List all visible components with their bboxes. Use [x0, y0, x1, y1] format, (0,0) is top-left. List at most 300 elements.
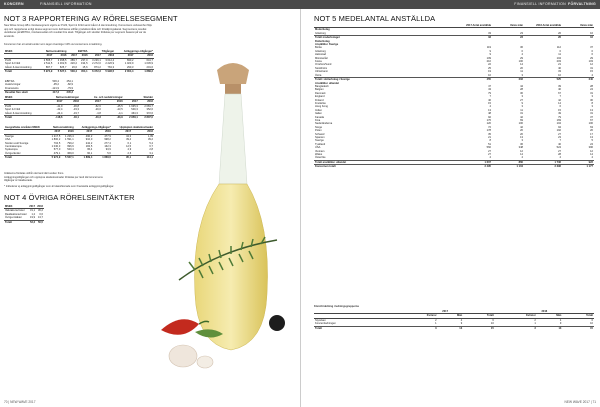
cell-value: 641,7: [146, 58, 153, 62]
cell-value: 30: [520, 91, 523, 95]
cell-value: 194,5: [81, 62, 88, 66]
row-label: USA: [315, 146, 321, 150]
cell-value: 704,5: [53, 141, 61, 145]
cell-value: 31,1: [30, 209, 36, 213]
cell-value: 14: [520, 63, 523, 67]
cell-value: 2,6: [127, 151, 132, 155]
cell-value: 33: [454, 36, 492, 40]
col-header: Skulder: [124, 96, 154, 100]
row-label: Sverige: [5, 134, 14, 138]
cell-value: 369,0: [67, 151, 74, 155]
row-label: Gåvor & Heminredning: [5, 111, 32, 115]
col-header: Nettoomsättning: [39, 50, 67, 54]
cell-value: 1 935,3: [129, 104, 138, 108]
cell-value: 4: [521, 156, 523, 160]
cell-value: 1 104: [492, 165, 524, 169]
cell-value: 27: [558, 149, 561, 153]
cell-value: 112: [556, 46, 561, 50]
cell-value: 94: [558, 125, 561, 129]
cell-value: 237,0: [81, 58, 88, 62]
cell-value: 46: [488, 98, 491, 102]
cell-value: 39,4: [126, 138, 132, 142]
col-header: Av- och nedskrivningar: [80, 96, 124, 100]
cell-value: 5,6: [107, 151, 111, 155]
cell-value: 12: [590, 63, 593, 67]
result-table: [4, 96, 154, 119]
cell-value: 2 272,0: [92, 62, 101, 66]
section-title: Anställda i utlandet: [315, 81, 339, 85]
cell-value: 2 495: [454, 165, 492, 169]
cell-value: 12,5: [126, 145, 132, 149]
cell-value: 7: [559, 139, 561, 143]
cell-value: 1 889,4: [75, 156, 94, 160]
cell-value: 220,2: [70, 62, 77, 66]
cell-value: 27: [488, 149, 491, 153]
cell-value: 25: [488, 66, 491, 70]
cell-value: 13: [438, 326, 464, 330]
row-label: Koncernledningen: [315, 322, 336, 326]
cell-value: 42: [558, 98, 561, 102]
cell-value: 290,3: [126, 65, 134, 69]
cell-value: 20: [590, 129, 593, 133]
cell-value: 13: [520, 136, 523, 139]
cell-value: 60,1: [87, 151, 93, 155]
row-label: Centraleuropa: [5, 145, 22, 149]
cell-value: -36,8: [73, 104, 79, 108]
row-label: Totalt moderbolaget: [314, 36, 454, 40]
cell-value: 396: [588, 146, 593, 150]
cell-value: 79: [488, 91, 491, 95]
section-title: Moderbolag: [315, 28, 330, 32]
brand-stamp-icon: [269, 315, 285, 331]
cell-value: 0: [521, 49, 523, 53]
cell-value: 799,2: [67, 141, 74, 145]
cell-value: 240: [562, 78, 594, 82]
cell-value: 30: [590, 98, 593, 102]
cell-value: 4: [489, 105, 491, 109]
row-label: Valutakursvinster: [5, 209, 25, 213]
cell-value: 29: [520, 56, 523, 60]
cell-value: 23: [492, 36, 524, 40]
year: 2017: [67, 54, 78, 58]
total-row: [4, 91, 74, 95]
cell-value: -41,9: [56, 104, 63, 108]
cell-value: 540,4: [67, 148, 74, 152]
col-header: Nettoomsättningar: [44, 96, 80, 100]
note3-paragraph-2: Koncernen har ett antal kunder som tagen överstiger 10% av koncernens omsättning.: [4, 43, 103, 46]
cell-value: 3: [521, 105, 523, 109]
cell-value: 26,6: [71, 65, 77, 69]
cell-value: 3 012,4: [105, 58, 115, 62]
footer-left: 70 | NEW WAVE 2017: [4, 400, 36, 404]
row-label: Bangladesh: [315, 84, 329, 88]
cell-value: 120: [486, 122, 491, 126]
right-page: [300, 0, 600, 407]
cell-value: 100: [518, 122, 523, 126]
note3-paragraph-1: New Wave Group AB:s rörelsesegment utgörs av Profil, Sport & Fritid samt Gåvor & Heminredning. Koncernens verksamhet följs upp och rapporteras enligt dessa segment som definieras utifrån produktområde och försäljningskanal. Segmentens resultat utvärderas på EBITDA, rörelseresultat och resultat före skatt. Tillgångar och skulder fördelas per segment baserat på var de används.: [4, 24, 152, 38]
cell-value: 3: [521, 139, 523, 143]
cell-value: 202: [492, 78, 524, 82]
cell-value: 19: [488, 70, 491, 74]
cell-value: 28: [558, 153, 561, 157]
cell-value: 0: [559, 49, 561, 53]
col-header: Män: [438, 314, 464, 318]
geo-note: tillgångar är lokaliserade.: [4, 179, 33, 183]
cell-value: 2 511,5: [43, 62, 53, 66]
note4-title: NOT 4 ÖVRIGA RÖRELSEINTÄKTER: [4, 193, 135, 202]
cell-value: 3: [521, 73, 523, 77]
cell-value: 43: [488, 88, 491, 92]
row-label: Norden exkl Sverige: [5, 141, 29, 145]
cell-value: 998,2: [104, 138, 111, 142]
cell-value: 0,6: [39, 212, 43, 216]
cell-value: 3: [396, 326, 438, 330]
cell-value: 5 974,9: [48, 156, 61, 160]
cell-value: 92: [488, 115, 491, 119]
row-label: Hong Kong: [315, 105, 328, 109]
cell-value: 31: [590, 91, 593, 95]
year: 2016: [139, 100, 154, 104]
cell-value: 201,6: [146, 65, 153, 69]
section-title: Anställda i Sverige: [315, 43, 339, 47]
total-row: [4, 70, 154, 74]
col-header: Totalt: [562, 314, 594, 318]
section-title: Dotterbolag: [315, 39, 330, 43]
chili-pepper: [161, 319, 199, 335]
row-label: Italien: [315, 112, 322, 116]
row-label: Danmark: [315, 91, 326, 95]
cell-value: 9: [521, 101, 523, 105]
row-label: Koncernen totalt: [314, 165, 454, 169]
cell-value: 2: [435, 318, 437, 322]
cell-value: 2 004,4: [115, 70, 134, 74]
row-label: Österrike: [315, 156, 326, 160]
cell-value: 11: [520, 108, 523, 112]
cell-value: 20: [520, 132, 523, 136]
year: 2017: [80, 100, 102, 104]
total-row: [4, 220, 44, 224]
cell-value: 3 226,1: [92, 58, 101, 62]
cell-value: 24: [590, 88, 593, 92]
cell-value: 27: [520, 98, 523, 102]
cell-value: 4: [591, 73, 593, 77]
cell-value: 6: [591, 53, 593, 57]
row-label: Polen: [315, 129, 322, 133]
cell-value: 13: [488, 108, 491, 112]
cell-value: 5: [591, 139, 593, 143]
cell-value: 34,3: [126, 134, 132, 138]
cell-value: 5 974,9: [39, 70, 53, 74]
cell-value: 860: [492, 160, 524, 164]
row-label: Kina: [315, 118, 321, 122]
cell-value: 15: [463, 326, 495, 330]
year: 2016: [93, 130, 112, 134]
cell-value: 490,2: [85, 134, 93, 138]
cell-value: 6: [591, 318, 593, 322]
row-label: Totalt: [4, 116, 44, 120]
cell-value: 874,2: [94, 65, 101, 69]
col-header: 2017: [29, 205, 36, 208]
cell-value: 4: [489, 156, 491, 160]
row-label: Övriga intäkter: [5, 216, 22, 220]
cell-value: 996,9: [67, 145, 74, 149]
row-label: Finansnetto: [5, 86, 19, 90]
header-title: FINANSIELL INFORMATION: [514, 2, 566, 6]
cell-value: 455: [454, 78, 492, 82]
cell-value: 11: [520, 70, 523, 74]
cell-value: 36,2: [37, 209, 43, 213]
cell-value: 119: [486, 46, 491, 50]
employees-table: [314, 24, 594, 169]
cell-value: 525: [524, 78, 562, 82]
col-header: Upplupten skattekostnader: [112, 126, 154, 130]
cell-value: 29: [590, 56, 593, 60]
cell-value: 23: [520, 31, 523, 35]
cell-value: -52,6: [94, 104, 101, 108]
header-title: FINANSIELL INFORMATION: [40, 2, 92, 6]
cell-value: 37: [590, 115, 593, 119]
year: 2017: [89, 54, 102, 58]
cell-value: 13: [590, 108, 593, 112]
cell-value: 63: [590, 125, 593, 129]
cell-value: 19,9: [30, 216, 36, 220]
col-header: Nettoomsättning: [48, 126, 75, 130]
row-label: England: [315, 95, 325, 99]
year: 2017: [75, 130, 94, 134]
cell-value: 6,7: [149, 145, 153, 149]
total-row: [4, 156, 154, 160]
col-header: Tillgångar: [89, 50, 116, 54]
cell-value: 1,2: [31, 212, 36, 216]
col-header: MSEK: [4, 96, 44, 100]
row-label: Totalt anställda i utlandet: [314, 160, 454, 164]
cell-value: 5 527,1: [61, 156, 74, 160]
cell-value: 922: [562, 160, 594, 164]
cell-value: 1 236,4: [65, 134, 74, 138]
cell-value: -23,5: [116, 108, 123, 112]
row-label: Gåvor & Heminredning: [5, 65, 32, 69]
cell-value: 24: [590, 142, 593, 146]
cell-value: 178: [486, 129, 491, 133]
col-header: EBITDA: [67, 50, 88, 54]
cell-value: 79: [558, 115, 561, 119]
cell-value: 7: [559, 95, 561, 99]
cell-value: 10: [488, 73, 491, 77]
year: 2016: [132, 130, 154, 134]
year: 2017: [115, 54, 134, 58]
cell-value: 524: [556, 146, 561, 150]
row-label: Ulricehamn: [315, 70, 329, 74]
cell-value: 35: [488, 132, 491, 136]
row-label: Nederländerna: [315, 122, 333, 126]
col-header: Varav män: [492, 24, 524, 28]
cell-value: 14: [558, 101, 561, 105]
cell-value: 36: [520, 46, 523, 50]
cell-value: 6: [492, 318, 494, 322]
cell-value: -42,4: [56, 108, 63, 112]
year: 2017: [39, 54, 53, 58]
cell-value: 1 177: [562, 165, 594, 169]
cell-value: 48: [488, 112, 491, 116]
cell-value: 50,5: [37, 220, 43, 224]
cell-value: 8: [591, 101, 593, 105]
cell-value: 825,7: [59, 65, 67, 69]
cell-value: 352,6: [146, 108, 153, 112]
cell-value: 4: [559, 156, 561, 160]
cell-value: 910,0: [85, 138, 93, 142]
cell-value: 28: [520, 88, 523, 92]
cell-value: 14: [520, 153, 523, 157]
cell-value: 12: [520, 149, 523, 153]
col-header: Geografiska områden MSEK: [4, 126, 48, 130]
cell-value: 464,3: [131, 111, 138, 115]
cell-value: 67: [590, 118, 593, 122]
cell-value: 1,09: [147, 134, 153, 138]
cell-value: 242,2: [85, 141, 93, 145]
cell-value: 690,2: [126, 58, 134, 62]
cell-value: 9: [489, 49, 491, 53]
cell-value: 454,1: [66, 80, 73, 83]
row-label: Wales: [315, 153, 323, 157]
cell-value: 10: [490, 322, 494, 326]
cell-value: 7: [489, 95, 491, 99]
cell-value: 1 591,1: [65, 138, 74, 142]
cell-value: -45,5: [116, 104, 123, 108]
col-header: MSEK: [4, 50, 39, 54]
cell-value: 176: [486, 118, 491, 122]
geo-table: [4, 126, 154, 160]
cell-value: 10: [590, 322, 593, 326]
cell-value: 95,4: [87, 148, 93, 152]
cell-value: 162,3: [104, 145, 111, 149]
cell-value: -82,9: [67, 83, 73, 87]
cell-value: 2 220,9: [105, 62, 115, 66]
cell-value: 2: [534, 318, 536, 322]
row-label: Schweiz: [315, 132, 325, 136]
cell-value: 4: [521, 53, 523, 57]
row-label: Borås: [315, 46, 322, 50]
cell-value: -4,8: [96, 111, 101, 115]
cell-value: 3: [591, 95, 593, 99]
col-header: Varav män: [562, 24, 594, 28]
cell-value: 1 040,3: [51, 145, 61, 149]
cell-value: 40: [558, 66, 561, 70]
col-header: MSEK: [4, 205, 28, 209]
note4-table: [4, 205, 44, 224]
row-label: Frankrike: [315, 101, 326, 105]
cell-value: -40,3: [80, 116, 102, 120]
cell-value: 3: [591, 105, 593, 109]
cell-value: 1 800,2: [51, 138, 61, 142]
cell-value: 49: [558, 112, 561, 116]
row-label: Profil: [5, 104, 11, 108]
year: 2016: [61, 130, 74, 134]
cell-value: 21: [488, 136, 491, 139]
cell-value: 897,7: [45, 65, 53, 69]
cell-value: 15: [558, 108, 561, 112]
cell-value: 15: [562, 326, 594, 330]
cell-value: 5 527,1: [53, 70, 67, 74]
cell-value: -24,4: [56, 111, 63, 115]
col-header: Totalt: [463, 314, 495, 318]
cell-value: 67: [558, 91, 561, 95]
gender-table: [314, 310, 594, 330]
cell-value: 42: [520, 115, 523, 119]
gender-title: Könsfördelning i ledningsgrupperna: [314, 305, 359, 308]
cell-value: 23: [558, 136, 561, 139]
cell-value: 33: [488, 31, 491, 35]
cell-value: 15: [590, 70, 593, 74]
year: 2016: [78, 54, 89, 58]
header-section-label: KONCERN: [4, 2, 24, 6]
cell-value: 114,1: [132, 156, 154, 160]
cell-value: 100: [588, 122, 593, 126]
cell-value: 2 398,5: [57, 58, 67, 62]
geo-note: Anläggningstillgångar och upplupna skattekostnader fördelas per land där koncernens: [4, 175, 103, 179]
row-label: Spanien: [315, 136, 325, 139]
cell-value: -121,9: [51, 86, 59, 90]
geo-notes: [4, 172, 154, 188]
cell-value: 44: [520, 84, 523, 88]
year: 2017: [44, 100, 63, 104]
cell-value: -4,1: [118, 111, 123, 115]
cell-value: -79,9: [67, 86, 73, 90]
row-label: Profil: [5, 58, 11, 62]
cell-value: 1 868,6: [93, 156, 112, 160]
cell-value: 39,2: [147, 138, 153, 142]
cell-value: 454,1: [78, 70, 89, 74]
cell-value: 14: [590, 153, 593, 157]
row-label: Norge: [315, 125, 323, 129]
cell-value: 20: [520, 129, 523, 133]
year: 2016: [64, 100, 80, 104]
row-label: Kanada: [315, 115, 324, 119]
cell-value: 2,8: [149, 148, 153, 152]
row-label: Sport & Fritid: [5, 108, 21, 112]
cell-value: 9: [460, 322, 463, 326]
row-label: Totalt: [4, 220, 28, 224]
col-header: 2016: [37, 205, 43, 208]
cell-value: 4: [591, 156, 593, 160]
cell-value: 28: [590, 84, 593, 88]
cell-value: 1: [534, 322, 536, 326]
col-header: Kvinnor: [495, 314, 537, 318]
cell-value: 479,1: [53, 151, 61, 155]
ebitda-table: [4, 80, 74, 95]
year: 2016: [495, 310, 594, 314]
cell-value: 12: [590, 149, 593, 153]
cell-value: 4: [460, 318, 463, 322]
cell-value: 15: [488, 101, 491, 105]
row-label: EBITDA: [5, 80, 15, 83]
row-label: Göteborg: [315, 49, 326, 53]
cell-value: 1 217,5: [51, 134, 61, 138]
cell-value: 1 889,2: [134, 70, 154, 74]
cell-value: 104: [556, 122, 561, 126]
cell-value: 100: [518, 60, 523, 64]
col-header: Män: [537, 314, 563, 318]
cell-value: 52,2: [30, 220, 36, 224]
cell-value: 31: [590, 112, 593, 116]
row-label: Totalt: [4, 156, 48, 160]
cell-value: 47: [488, 84, 491, 88]
cell-value: 17: [590, 132, 593, 136]
year: 2016: [102, 100, 124, 104]
row-label: Tyskland: [315, 142, 326, 146]
cell-value: 372,6: [146, 111, 153, 115]
col-header: Anläggnings-tillgångar*: [115, 50, 154, 54]
cell-value: 20: [520, 66, 523, 70]
